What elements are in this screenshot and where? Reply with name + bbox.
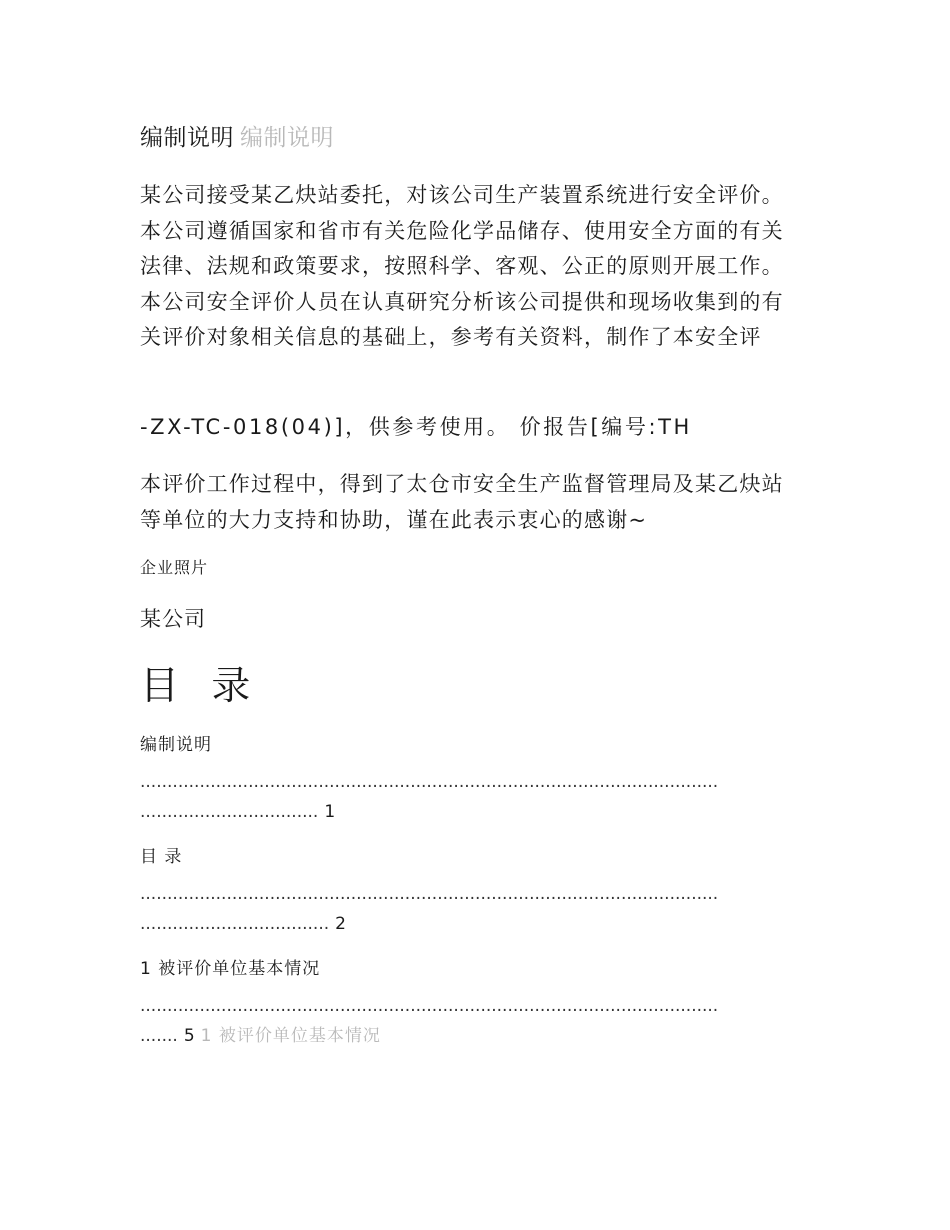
company-name: 某公司 (140, 607, 206, 631)
toc-leader-dots: ................................... (140, 914, 330, 934)
toc-entry[interactable] (140, 733, 805, 827)
toc-entry-label: 编制说明 (140, 735, 212, 755)
toc-leader-dots: ....... (140, 1026, 178, 1046)
toc-page-number: 2 (335, 914, 346, 934)
intro-paragraph: 某公司接受某乙炔站委托，对该公司生产装置系统进行安全评价。本公司遵循国家和省市有关危险化学品储存、使用安全方面的有关法律、法规和政策要求，按照科学、客观、公正的原则开展工作。本公司安全评价人员在认真研究分析该公司提供和现场收集到的有关评价对象相关信息的基础上，参考有关资料，制作了本安全评 (140, 183, 784, 349)
toc-ghost-text: 1 被评价单位基本情况 (200, 1026, 381, 1046)
toc-leader-dots: ................................. (140, 802, 319, 822)
toc-leader-dots: ........................................................................................................... (140, 884, 719, 904)
toc-leader-dots: ........................................................................................................... (140, 772, 719, 792)
toc-leader-dots: ........................................................................................................... (140, 996, 719, 1016)
toc-entry-page-line (140, 1021, 805, 1051)
acknowledgement-paragraph: 本评价工作过程中，得到了太仓市安全生产监督管理局及某乙炔站等单位的大力支持和协助，谨在此表示衷心的感谢~ (140, 472, 784, 532)
toc-entry-page-line (140, 909, 805, 939)
toc-page-number: 5 (183, 1026, 195, 1046)
toc-entry-label: 1 被评价单位基本情况 (140, 959, 321, 979)
photo-label: 企业照片 (140, 558, 209, 577)
heading-ghost-text: 编制说明 (240, 125, 334, 151)
section-heading (140, 122, 334, 154)
heading-title: 编制说明 (140, 125, 234, 151)
toc-entry-page-line (140, 797, 805, 827)
toc-entry[interactable] (140, 845, 805, 939)
toc-entry[interactable] (140, 957, 805, 1051)
toc-entry-label: 目 录 (140, 847, 183, 867)
report-number-line: -ZX-TC-018(04)]，供参考使用。 价报告[编号:TH (140, 415, 692, 439)
toc-title: 目 录 (140, 664, 261, 709)
toc-page-number: 1 (324, 802, 336, 822)
